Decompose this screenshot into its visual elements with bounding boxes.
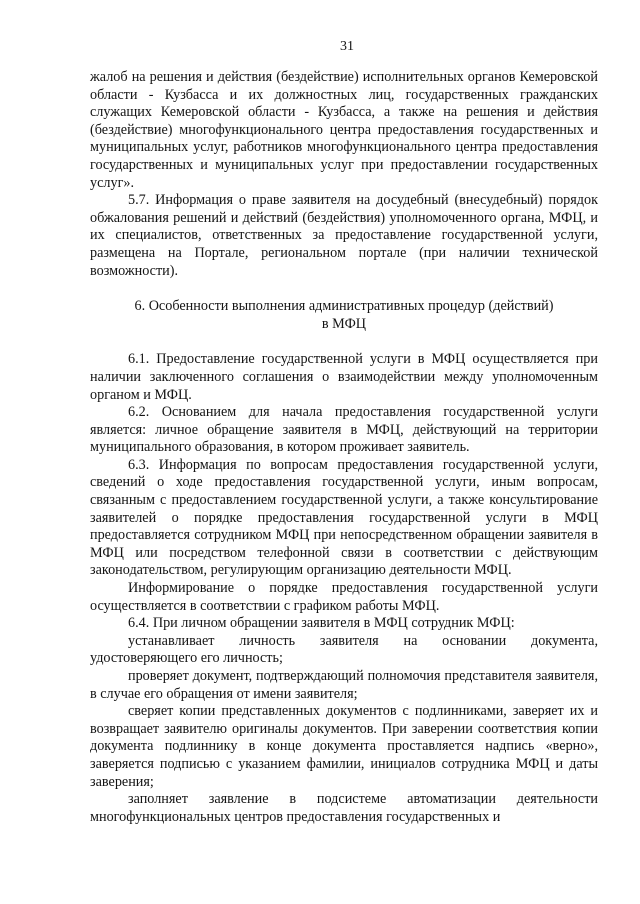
- paragraph-copies-check: сверяет копии представленных документов с подлинниками, заверяет их и возвращает заявителю оригиналы документов. При заверении соответствия копии документа подлиннику в конце документа проставляется надпись «верно», заверяется подписью с указанием фамилии, инициалов сотрудника МФЦ и даты заверения;: [90, 703, 598, 790]
- paragraph-6-1: 6.1. Предоставление государственной услуги в МФЦ осуществляется при наличии заключенного соглашения о взаимодействии между уполномоченным органом и МФЦ.: [90, 351, 598, 403]
- page-number: 31: [340, 39, 354, 54]
- paragraph-identity: устанавливает личность заявителя на основании документа, удостоверяющего его личность;: [90, 632, 598, 667]
- paragraph-5-7: 5.7. Информация о праве заявителя на досудебный (внесудебный) порядок обжалования решений и действий (бездействия) уполномоченного органа, МФЦ, и их специалистов, ответственных за предоставление государственной услуги, размещена на Портале, региональном портале (при наличии технической возможности).: [90, 192, 598, 279]
- paragraph-6-4: 6.4. При личном обращении заявителя в МФЦ сотрудник МФЦ:: [128, 615, 515, 632]
- section-heading-line-1: 6. Особенности выполнения административных процедур (действий): [134, 298, 554, 315]
- paragraph-6-2: 6.2. Основанием для начала предоставления государственной услуги является: личное обращение заявителя в МФЦ, действующий на территории муниципального образования, в котором проживает заявитель.: [90, 404, 598, 456]
- paragraph-authority-check: проверяет документ, подтверждающий полномочия представителя заявителя, в случае его обращения от имени заявителя;: [90, 668, 598, 702]
- section-heading-line-2: в МФЦ: [321, 315, 367, 332]
- section-heading: [90, 298, 598, 333]
- paragraph-informing: Информирование о порядке предоставления государственной услуги осуществляется в соответствии с графиком работы МФЦ.: [90, 580, 598, 614]
- paragraph-6-3: 6.3. Информация по вопросам предоставления государственной услуги, сведений о ходе предоставления государственной услуги, иным вопросам, связанным с предоставлением государственной услуги, а также консультирование заявителей о порядке предоставления государственной услуги в МФЦ предоставляется сотрудником МФЦ при непосредственном обращении заявителя в МФЦ или посредством телефонной связи в соответствии с действующим законодательством, регулирующим организацию деятельности МФЦ.: [90, 456, 598, 579]
- paragraph-application-fill: заполняет заявление в подсистеме автоматизации деятельности многофункциональных центров предоставления государственных и: [90, 791, 598, 825]
- paragraph-complaints-continuation: жалоб на решения и действия (бездействие) исполнительных органов Кемеровской области - Кузбасса и их должностных лиц, государственных гражданских служащих Кемеровской области - Кузбасса, а также на решения и действия (бездействие) многофункционального центра предоставления государственных и муниципальных услуг, работников многофункционального центра предоставления государственных и муниципальных услуг при предоставлении государственных услуг».: [90, 69, 598, 191]
